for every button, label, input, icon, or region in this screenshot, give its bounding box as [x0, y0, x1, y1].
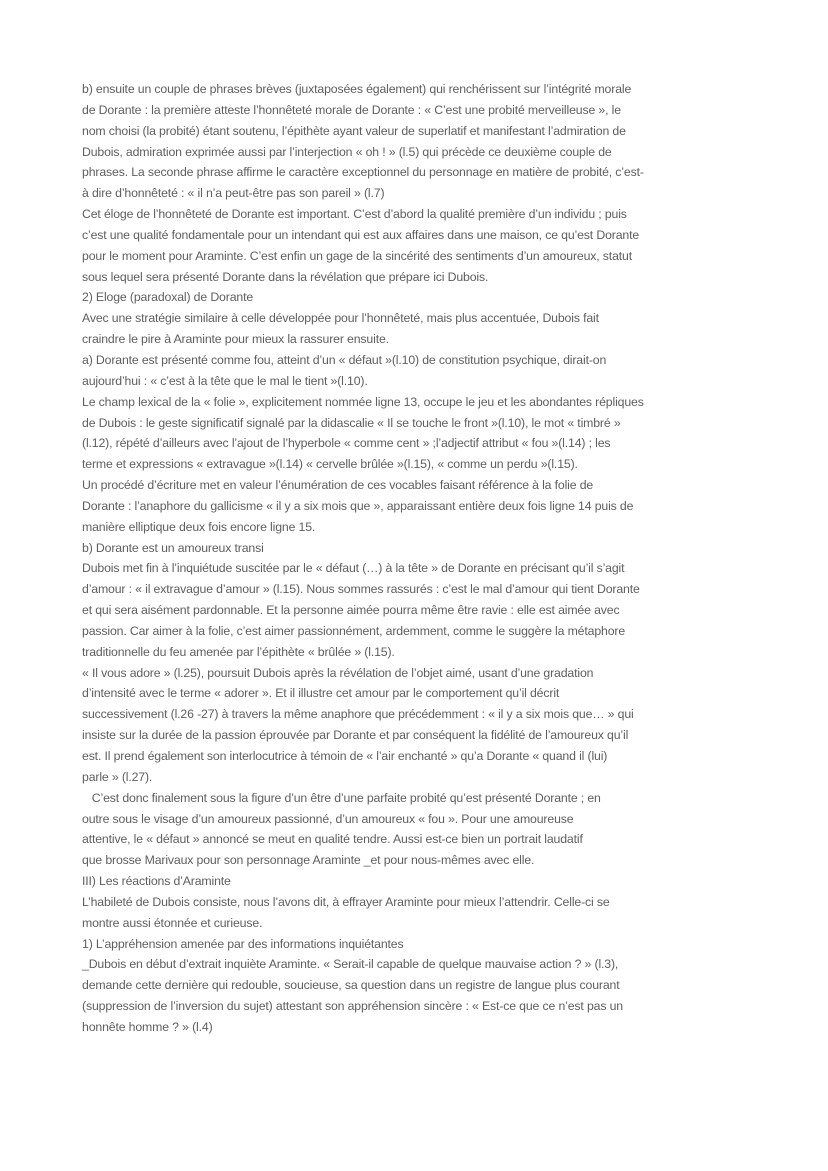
text-line: insiste sur la durée de la passion éprouvée par Dorante et par conséquent la fidélité de l’amoureux qu’il	[82, 728, 629, 743]
text-line: et qui sera aisément pardonnable. Et la personne aimée pourra même être ravie : elle est aimée avec	[82, 603, 620, 618]
document-page	[82, 79, 644, 1038]
text-line: aujourd’hui : « c’est à la tête que le mal le tient »(l.10).	[82, 373, 368, 388]
text-line: III) Les réactions d’Araminte	[82, 874, 231, 889]
text-line: Avec une stratégie similaire à celle développée pour l’honnêteté, mais plus accentuée, Dubois fait	[82, 311, 599, 326]
text-line: Un procédé d’écriture met en valeur l’énumération de ces vocables faisant référence à la folie de	[82, 478, 594, 493]
text-line: « Il vous adore » (l.25), poursuit Dubois après la révélation de l’objet aimé, usant d’une gradation	[82, 665, 594, 680]
text-line: de Dubois : le geste significatif signalé par la didascalie « Il se touche le front »(l.10), le mot « timbré »	[82, 415, 621, 430]
text-line: b) ensuite un couple de phrases brèves (juxtaposées également) qui renchérissent sur l’intégrité morale	[82, 82, 632, 96]
text-line: terme et expressions « extravague »(l.14) « cervelle brûlée »(l.15), « comme un perdu »(l.15).	[82, 457, 578, 472]
text-line: à dire d’honnêteté : « il n’a peut-être pas son pareil » (l.7)	[82, 186, 385, 201]
text-line: manière elliptique deux fois encore ligne 15.	[82, 519, 316, 534]
text-line: d’amour : « il extravague d’amour » (l.15). Nous sommes rassurés : c’est le mal d’amour qui tient Dorante	[82, 582, 640, 597]
text-line: _Dubois en début d’extrait inquiète Araminte. « Serait-il capable de quelque mauvaise action ? » (l.3),	[82, 957, 619, 972]
text-line: (l.12), répété d’ailleurs avec l’ajout de l’hyperbole « comme cent » ;l’adjectif attribut « fou »(l.14) ; les	[82, 436, 611, 451]
text-line: a) Dorante est présenté comme fou, atteint d’un « défaut »(l.10) de constitution psychique, dirait-on	[82, 352, 607, 367]
text-line: successivement (l.26 -27) à travers la même anaphore que précédemment : « il y a six mois que… » qui	[82, 707, 634, 722]
text-line: b) Dorante est un amoureux transi	[82, 540, 264, 555]
text-line: c’est une qualité fondamentale pour un intendant qui est aux affaires dans une maison, ce qu’est Dorante	[82, 227, 640, 242]
text-line: traditionnelle du feu amenée par l’épithète « brûlée » (l.15).	[82, 644, 395, 659]
text-line: que brosse Marivaux pour son personnage Araminte _et pour nous-mêmes avec elle.	[82, 853, 535, 868]
text-line: Dorante : l’anaphore du gallicisme « il y a six mois que », apparaissant entière deux fois ligne 14 puis de	[82, 498, 634, 513]
text-line: passion. Car aimer à la folie, c’est aimer passionnément, ardemment, comme le suggère la métaphore	[82, 623, 626, 638]
text-line: parle » (l.27).	[82, 769, 153, 784]
text-line: d’intensité avec le terme « adorer ». Et il illustre cet amour par le comportement qu’il décrit	[82, 686, 560, 701]
text-line: 1) L’appréhension amenée par des informations inquiétantes	[82, 936, 404, 951]
text-line: de Dorante : la première atteste l’honnêteté morale de Dorante : « C’est une probité merveilleuse », le	[82, 102, 621, 117]
text-line: (suppression de l’inversion du sujet) attestant son appréhension sincère : « Est-ce que ce n’est pas un	[82, 999, 623, 1014]
text-line: sous lequel sera présenté Dorante dans la révélation que prépare ici Dubois.	[82, 269, 489, 284]
text-line: pour le moment pour Araminte. C’est enfin un gage de la sincérité des sentiments d’un amoureux, statut	[82, 248, 632, 263]
text-line: Dubois, admiration exprimée aussi par l’interjection « oh ! » (l.5) qui précède ce deuxième couple de	[82, 144, 612, 159]
text-line: 2) Eloge (paradoxal) de Dorante	[82, 290, 254, 305]
text-line: Cet éloge de l’honnêteté de Dorante est important. C’est d’abord la qualité première d’un individu ; puis	[82, 207, 627, 222]
text-line: est. Il prend également son interlocutrice à témoin de « l’air enchanté » qu’a Dorante « quand il (lui)	[82, 749, 608, 763]
text-line: attentive, le « défaut » annoncé se meut en qualité tendre. Aussi est-ce bien un portrait laudatif	[82, 832, 583, 847]
text-line: outre sous le visage d’un amoureux passionné, d’un amoureux « fou ». Pour une amoureuse	[82, 811, 574, 826]
text-line: L’habileté de Dubois consiste, nous l’avons dit, à effrayer Araminte pour mieux l’attendrir. Celle-ci se	[82, 894, 610, 909]
text-line: craindre le pire à Araminte pour mieux la rassurer ensuite.	[82, 332, 389, 347]
text-line: honnête homme ? » (l.4)	[82, 1019, 213, 1034]
text-line: Le champ lexical de la « folie », explicitement nommée ligne 13, occupe le jeu et les abondantes répliques	[82, 394, 644, 409]
text-line: Dubois met fin à l’inquiétude suscitée par le « défaut (…) à la tête » de Dorante en précisant qu’il s’agit	[82, 561, 625, 576]
text-line: nom choisi (la probité) étant soutenu, l’épithète ayant valeur de superlatif et manifestant l’admiration de	[82, 123, 626, 138]
text-line: montre aussi étonnée et curieuse.	[82, 915, 263, 930]
text-line: C’est donc finalement sous la figure d’un être d’une parfaite probité qu’est présenté Dorante ; en	[82, 790, 601, 805]
text-line: demande cette dernière qui redouble, soucieuse, sa question dans un registre de langue plus courant	[82, 978, 620, 993]
text-line: phrases. La seconde phrase affirme le caractère exceptionnel du personnage en matière de probité, c’est-	[82, 165, 644, 180]
